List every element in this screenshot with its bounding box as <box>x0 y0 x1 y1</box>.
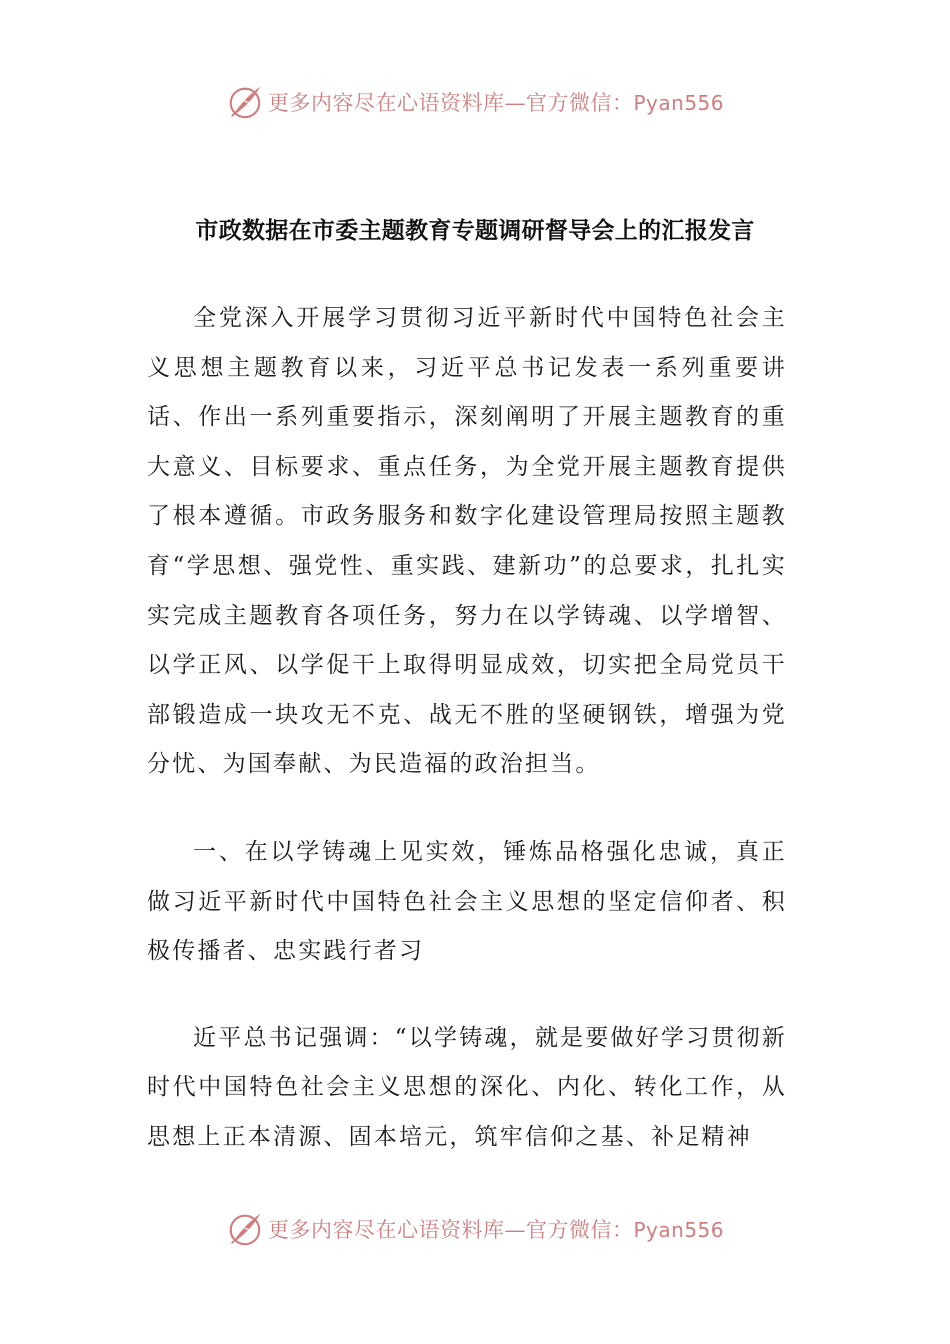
footer-watermark <box>0 1209 950 1249</box>
watermark-account: Pyan556 <box>633 1218 724 1242</box>
watermark-text: 更多内容尽在心语资料库—官方微信：Pyan556 <box>267 1218 724 1242</box>
paragraph-section-1: 近平总书记强调：“以学铸魂，就是要做好学习贯彻新时代中国特色社会主义思想的深化、内化、转化工作，从思想上正本清源、固本培元，筑牢信仰之基、补足精神 <box>147 1024 787 1150</box>
document-body <box>147 294 787 1163</box>
paragraph-intro: 全党深入开展学习贯彻习近平新时代中国特色社会主义思想主题教育以来，习近平总书记发表一系列重要讲话、作出一系列重要指示，深刻阐明了开展主题教育的重大意义、目标要求、重点任务，为全党开展主题教育提供了根本遵循。市政务服务和数字化建设管理局按照主题教育“学思想、强党性、重实践、建新功”的总要求，扎扎实实完成主题教育各项任务，努力在以学铸魂、以学增智、以学正风、以学促干上取得明显成效，切实把全局党员干部锻造成一块攻无不克、战无不胜的坚硬钢铁，增强为党分忧、为国奉献、为民造福的政治担当。 <box>147 305 787 778</box>
quill-pen-logo-icon <box>226 83 264 121</box>
watermark-account: Pyan556 <box>633 91 724 115</box>
watermark-text: 更多内容尽在心语资料库—官方微信：Pyan556 <box>267 91 724 115</box>
document-title: 市政数据在市委主题教育专题调研督导会上的汇报发言 <box>195 218 755 244</box>
quill-pen-logo-icon <box>226 1210 264 1248</box>
header-watermark <box>0 82 950 122</box>
section-heading-1: 一、在以学铸魂上见实效，锤炼品格强化忠诚，真正做习近平新时代中国特色社会主义思想的坚定信仰者、积极传播者、忠实践行者习 <box>147 838 787 965</box>
